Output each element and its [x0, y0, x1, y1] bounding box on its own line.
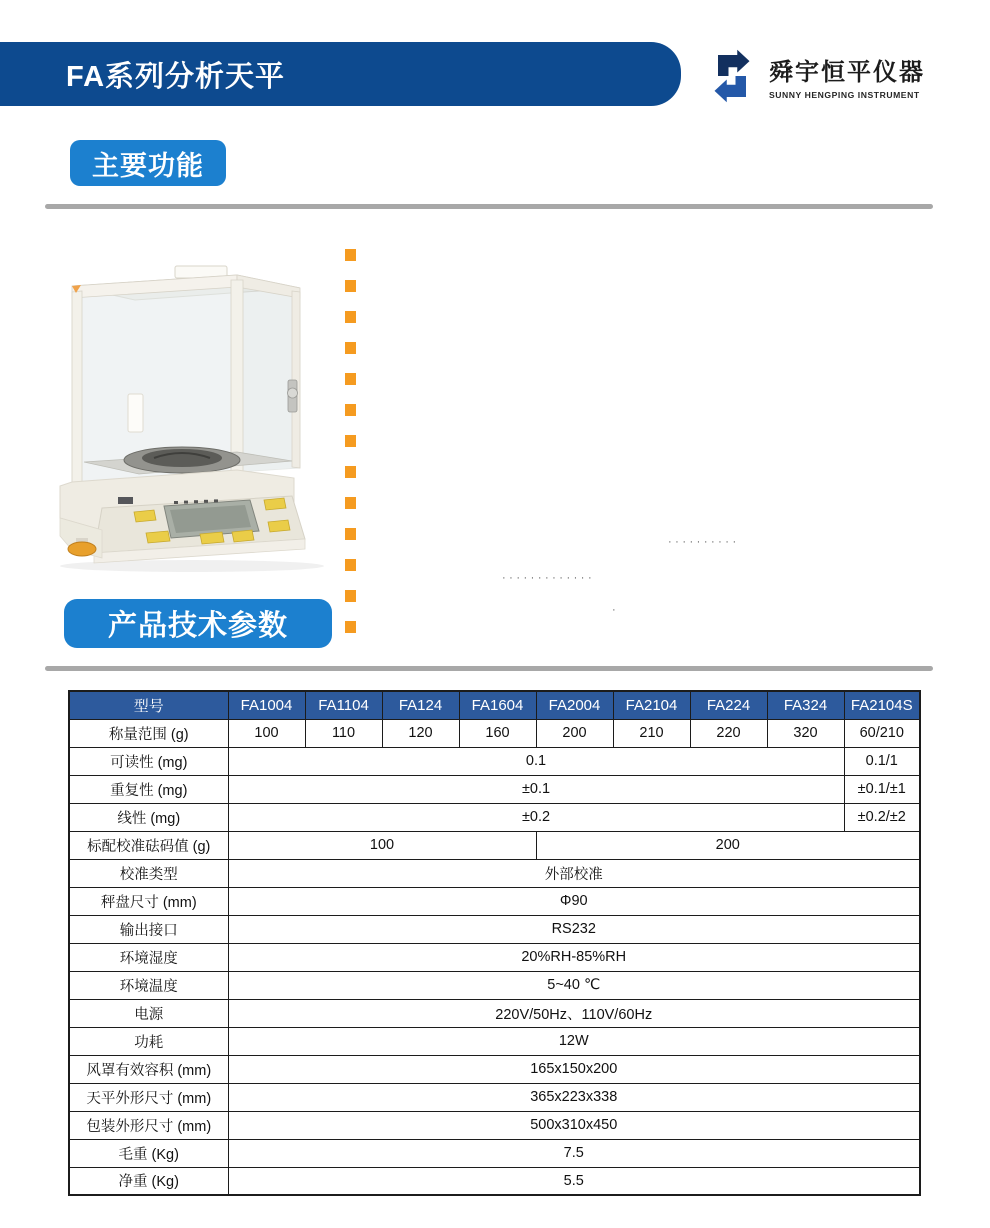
spec-label-cell: 重复性 (mg) — [69, 775, 228, 803]
orange-square-bullet — [345, 559, 356, 571]
spec-value-cell: Φ90 — [228, 887, 920, 915]
spec-value-cell: ±0.2/±2 — [844, 803, 920, 831]
spec-row — [69, 719, 920, 747]
orange-square-bullet — [345, 342, 356, 354]
brand-logo-text — [769, 52, 925, 100]
spec-table-container — [68, 690, 919, 1196]
title-banner — [0, 42, 681, 106]
section-divider — [45, 666, 933, 671]
spec-value-cell: 100 — [228, 831, 536, 859]
orange-square-bullet — [345, 590, 356, 602]
spec-value-cell: 0.1 — [228, 747, 844, 775]
section-badge-specs: 产品技术参数 — [64, 599, 332, 648]
spec-label-cell: 标配校准砝码值 (g) — [69, 831, 228, 859]
model-header-cell: FA324 — [767, 691, 844, 719]
model-header-cell: FA2104S — [844, 691, 920, 719]
spec-label-cell: 净重 (Kg) — [69, 1167, 228, 1195]
orange-square-bullet — [345, 466, 356, 478]
spec-value-cell: 100 — [228, 719, 305, 747]
section-divider — [45, 204, 933, 209]
spec-value-cell: 200 — [536, 831, 920, 859]
spec-row — [69, 999, 920, 1027]
spec-value-cell: 220V/50Hz、110V/60Hz — [228, 999, 920, 1027]
orange-square-bullet — [345, 311, 356, 323]
dotted-leader: ············· — [502, 572, 596, 584]
spec-label-cell: 环境温度 — [69, 971, 228, 999]
dotted-leader: ·········· — [668, 536, 740, 548]
spec-row — [69, 1027, 920, 1055]
spec-row — [69, 1055, 920, 1083]
spec-row — [69, 803, 920, 831]
spec-value-cell: 220 — [690, 719, 767, 747]
spec-label-cell: 天平外形尺寸 (mm) — [69, 1083, 228, 1111]
spec-value-cell: 160 — [459, 719, 536, 747]
spec-value-cell: 165x150x200 — [228, 1055, 920, 1083]
model-header-cell: FA224 — [690, 691, 767, 719]
spec-value-cell: ±0.2 — [228, 803, 844, 831]
spec-label-cell: 环境湿度 — [69, 943, 228, 971]
spec-value-cell: 5.5 — [228, 1167, 920, 1195]
spec-row — [69, 775, 920, 803]
orange-square-bullet — [345, 435, 356, 447]
model-header-row — [69, 691, 920, 719]
spec-label-cell: 秤盘尺寸 (mm) — [69, 887, 228, 915]
spec-label-cell: 称量范围 (g) — [69, 719, 228, 747]
dot-mark: · — [612, 604, 616, 616]
spec-value-cell: 120 — [382, 719, 459, 747]
orange-square-bullet — [345, 528, 356, 540]
spec-value-cell: 5~40 ℃ — [228, 971, 920, 999]
spec-value-cell: 365x223x338 — [228, 1083, 920, 1111]
spec-row — [69, 915, 920, 943]
spec-row — [69, 1111, 920, 1139]
brand-name-cn: 舜宇恒平仪器 — [769, 59, 925, 86]
spec-row — [69, 887, 920, 915]
spec-value-cell: 60/210 — [844, 719, 920, 747]
spec-row — [69, 971, 920, 999]
spec-value-cell: 320 — [767, 719, 844, 747]
spec-row — [69, 1139, 920, 1167]
spec-label-cell: 可读性 (mg) — [69, 747, 228, 775]
spec-value-cell: 外部校准 — [228, 859, 920, 887]
spec-label-cell: 输出接口 — [69, 915, 228, 943]
spec-label-cell: 风罩有效容积 (mm) — [69, 1055, 228, 1083]
spec-label-cell: 毛重 (Kg) — [69, 1139, 228, 1167]
section-badge-features: 主要功能 — [70, 140, 226, 186]
model-header-cell: FA1104 — [305, 691, 382, 719]
model-header-cell: FA124 — [382, 691, 459, 719]
spec-value-cell: RS232 — [228, 915, 920, 943]
spec-label-cell: 功耗 — [69, 1027, 228, 1055]
spec-value-cell: 500x310x450 — [228, 1111, 920, 1139]
model-header-cell: FA1604 — [459, 691, 536, 719]
brand-logo — [704, 44, 925, 108]
orange-square-bullet — [345, 497, 356, 509]
spec-row — [69, 1167, 920, 1195]
spec-row — [69, 943, 920, 971]
orange-square-bullet — [345, 404, 356, 416]
spec-row — [69, 747, 920, 775]
orange-square-bullet — [345, 373, 356, 385]
spec-value-cell: 0.1/1 — [844, 747, 920, 775]
spec-value-cell: ±0.1/±1 — [844, 775, 920, 803]
orange-square-bullet — [345, 280, 356, 292]
spec-label-cell: 电源 — [69, 999, 228, 1027]
spec-value-cell: 110 — [305, 719, 382, 747]
orange-square-bullet — [345, 621, 356, 633]
brand-logo-icon — [704, 47, 760, 105]
orange-square-bullet — [345, 249, 356, 261]
spec-label-cell: 型号 — [69, 691, 228, 719]
page-title: FA系列分析天平 — [66, 60, 286, 93]
spec-label-cell: 校准类型 — [69, 859, 228, 887]
spec-value-cell: 12W — [228, 1027, 920, 1055]
spec-row — [69, 859, 920, 887]
spec-value-cell: 7.5 — [228, 1139, 920, 1167]
spec-row — [69, 1083, 920, 1111]
spec-value-cell: 20%RH-85%RH — [228, 943, 920, 971]
product-photo-analytical-balance — [42, 246, 334, 576]
model-header-cell: FA2104 — [613, 691, 690, 719]
spec-row — [69, 831, 920, 859]
spec-table — [68, 690, 921, 1196]
spec-value-cell: 200 — [536, 719, 613, 747]
spec-value-cell: ±0.1 — [228, 775, 844, 803]
spec-label-cell: 线性 (mg) — [69, 803, 228, 831]
brand-name-en: SUNNY HENGPING INSTRUMENT — [769, 90, 920, 100]
spec-label-cell: 包装外形尺寸 (mm) — [69, 1111, 228, 1139]
orange-square-bullets — [345, 249, 356, 633]
model-header-cell: FA2004 — [536, 691, 613, 719]
spec-value-cell: 210 — [613, 719, 690, 747]
model-header-cell: FA1004 — [228, 691, 305, 719]
